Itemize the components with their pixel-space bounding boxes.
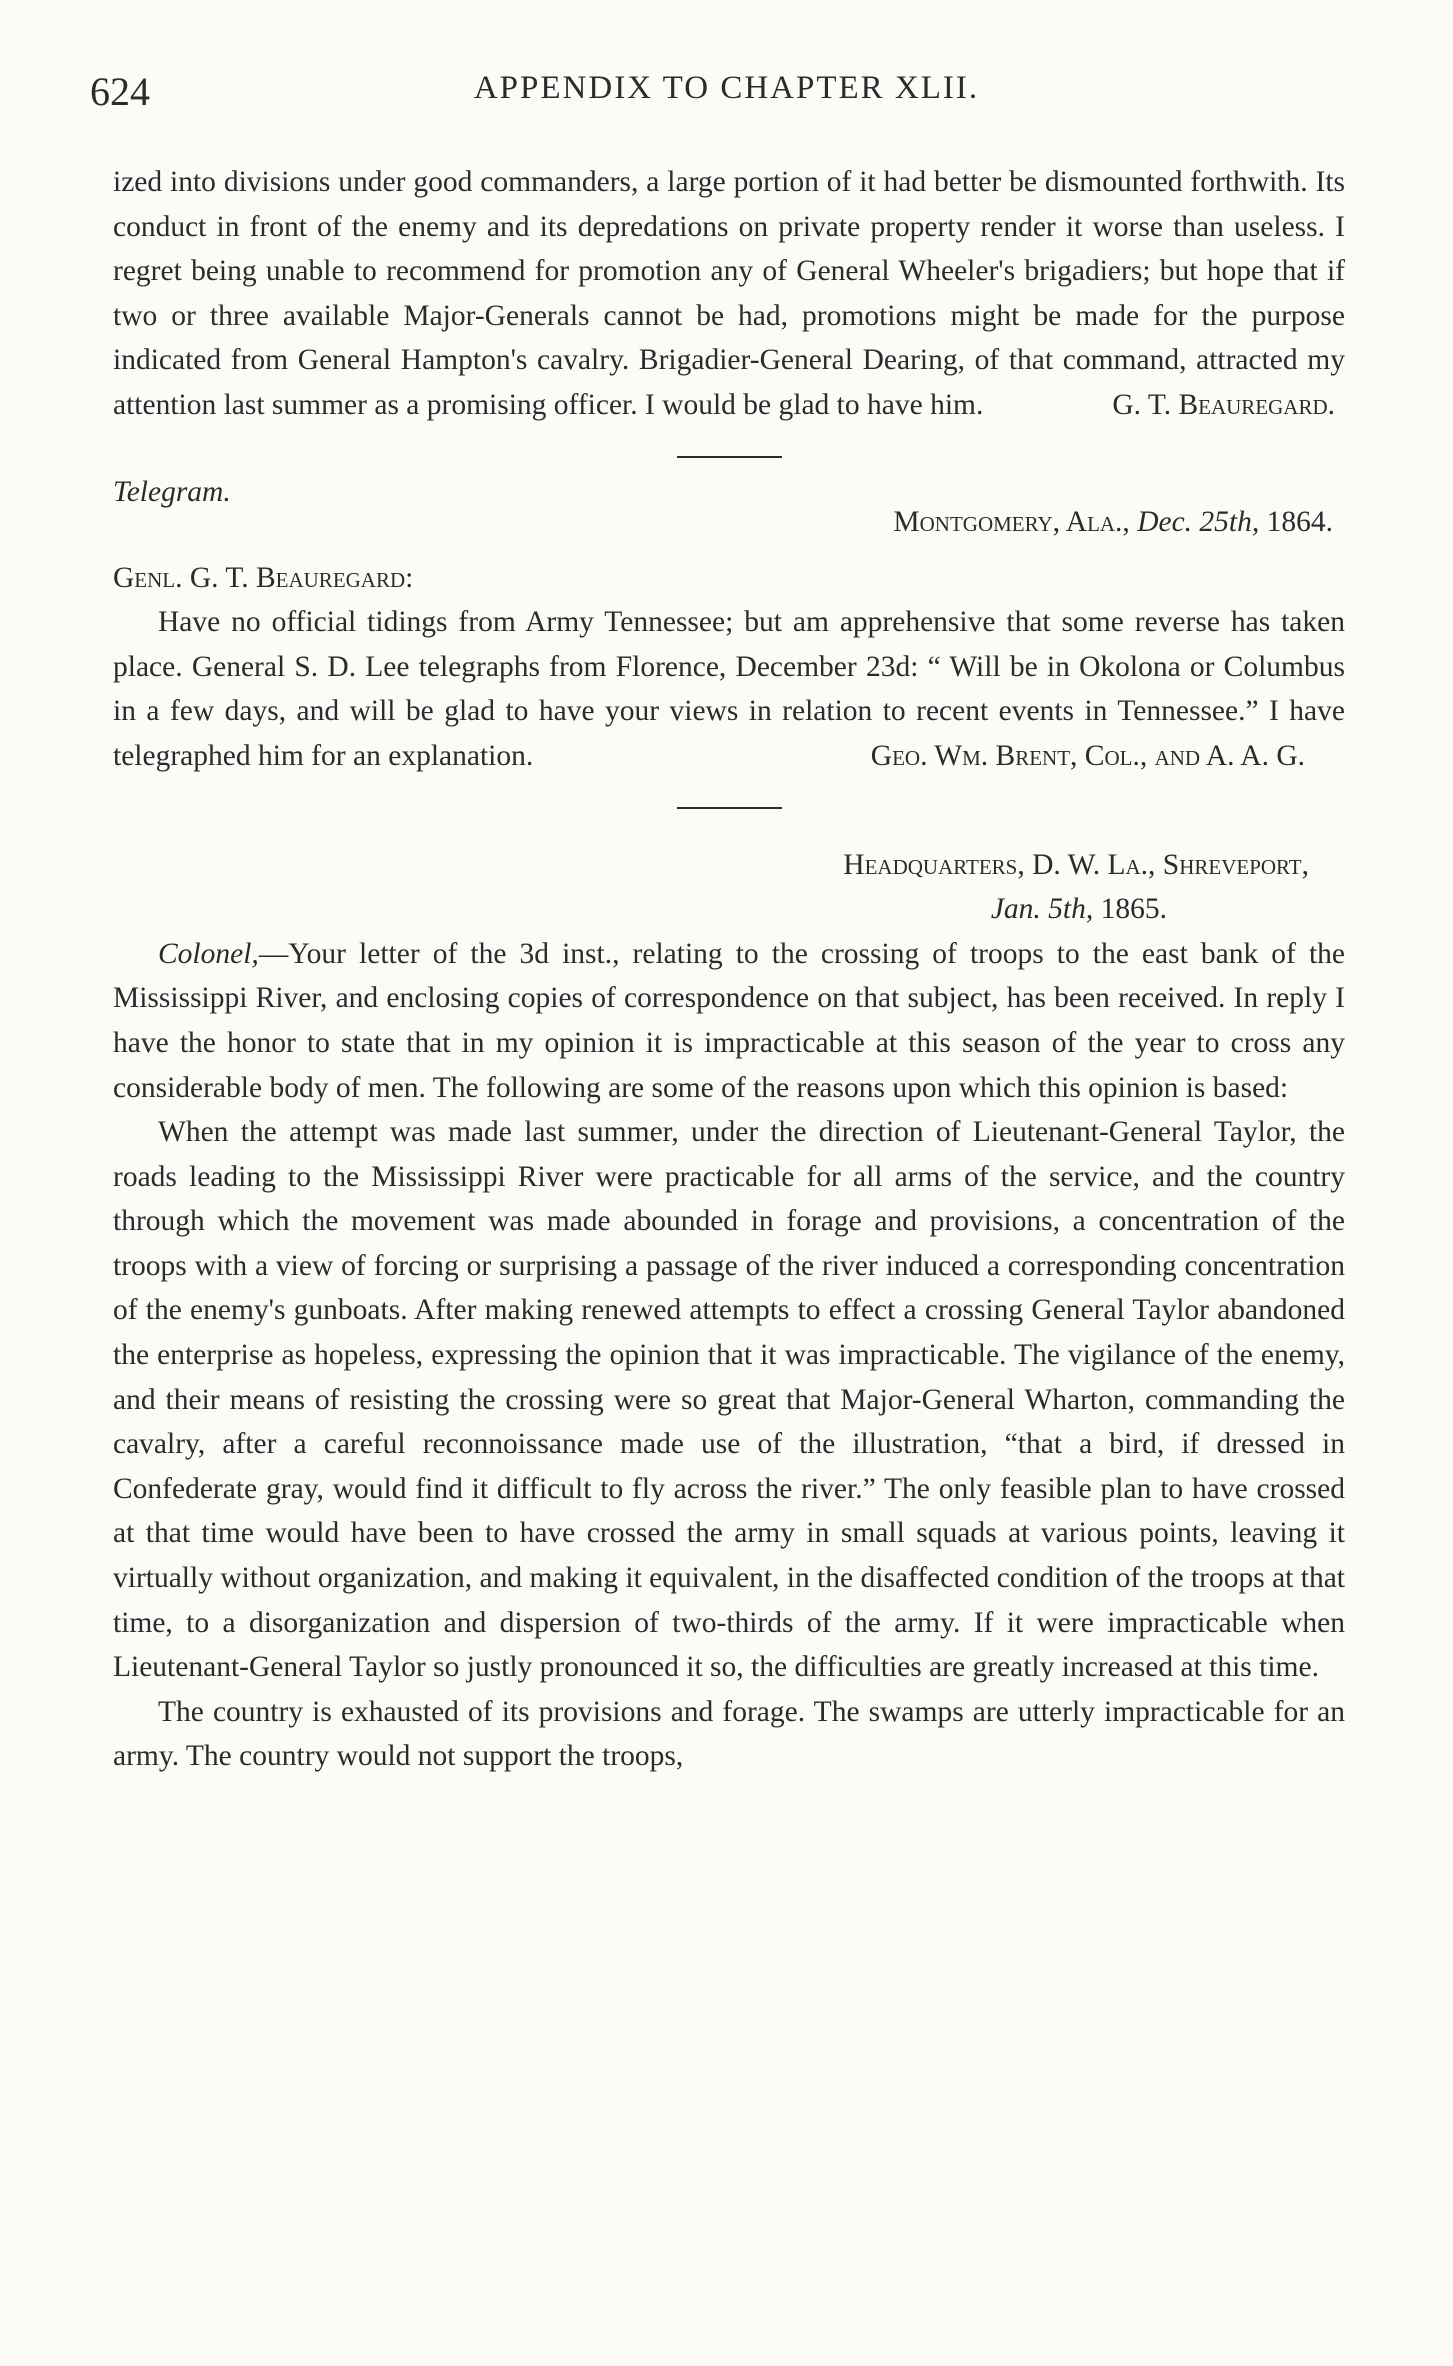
telegram-year: 1864. — [1266, 505, 1333, 538]
letter-para-3 — [113, 1690, 1345, 1779]
page-body — [113, 160, 1345, 1779]
letter-headquarters — [113, 843, 1345, 1779]
running-head: APPENDIX TO CHAPTER XLII. — [473, 70, 980, 106]
telegram-heading — [113, 470, 1345, 556]
para-3-text: The country is exhausted of its provisions and forage. The swamps are utterly impracticable for an army. The country would not support the troops, — [113, 1695, 1345, 1773]
signature: G. T. Beauregard. — [1112, 388, 1335, 421]
letter-body-text: ized into divisions under good commanders, a large portion of it had better be dismounted forthwith. Its conduct in front of the enemy and its depredations on private property render it worse than useless. I regret being unable to recommend for promotion any of General Wheeler's brigadiers; but hope that if two or three available Major-Generals cannot be had, promotions might be made for the purpose indicated from General Hampton's cavalry. Brigadier-General Dearing, of that command, attracted my attention last summer as a promising officer. I would be glad to have him. — [113, 166, 1345, 421]
page-number: 624 — [90, 69, 150, 114]
letter-para-1 — [113, 932, 1345, 1110]
salutation: Colonel, — [158, 937, 259, 970]
para-1-text: —Your letter of the 3d inst., relating to the crossing of troops to the east bank of the Mississippi River, and enclosing copies of correspondence on that subject, has been received. In reply I have the honor to state that in my opinion it is impracticable at this season of the year to cross any considerable body of men. The following are some of the reasons upon which this opinion is based: — [113, 937, 1345, 1104]
telegram-label: Telegram. — [113, 475, 231, 508]
letter-body — [113, 160, 1345, 428]
letter-dateline — [113, 887, 1345, 932]
telegram-signature: Geo. Wm. Brent, Col., and A. A. G. — [870, 739, 1305, 772]
telegram-body-text: Have no official tidings from Army Tennessee; but am apprehensive that some reverse has taken place. General S. D. Lee telegraphs from Florence, December 23d: “ Will be in Okolona or Columbus in a few days, and will be glad to have your views in relation to recent events in Tennessee.” I have telegraphed him for an explanation. — [113, 606, 1345, 772]
letter-year: 1865. — [1100, 893, 1167, 926]
letter-para-2 — [113, 1110, 1345, 1690]
section-divider — [677, 807, 782, 809]
telegram-place: Montgomery, Ala., — [893, 505, 1130, 538]
addressee-text: Genl. G. T. Beauregard: — [113, 561, 414, 594]
telegram-date: Dec. 25th, — [1137, 505, 1260, 538]
section-divider — [677, 456, 782, 458]
letter-beauregard — [113, 160, 1345, 428]
letter-place: Headquarters, D. W. La., Shreveport, — [843, 848, 1309, 881]
para-2-text: When the attempt was made last summer, under the direction of Lieutenant-General Taylor, the roads leading to the Mississippi River were practicable for all arms of the service, and the country through which the movement was made abounded in forage and provisions, a concentration of the troops with a view of forcing or surprising a passage of the river induced a corresponding concentration of the enemy's gunboats. After making renewed attempts to effect a crossing General Taylor abandoned the enterprise as hopeless, expressing the opinion that it was impracticable. The vigilance of the enemy, and their means of resisting the crossing were so great that Major-General Wharton, commanding the cavalry, after a careful reconnoissance made use of the illustration, “that a bird, if dressed in Confederate gray, would find it difficult to fly across the river.” The only feasible plan to have crossed at that time would have been to have crossed the army in small squads at various points, leaving it virtually without organization, and making it equivalent, in the disaffected condition of the troops at that time, to a disorganization and dispersion of two-thirds of the army. If it were impracticable when Lieutenant-General Taylor so justly pronounced it so, the difficulties are greatly increased at this time. — [113, 1116, 1345, 1684]
telegram-body — [113, 600, 1345, 778]
page-header — [0, 68, 1453, 128]
telegram-addressee — [113, 556, 1345, 601]
telegram-dateline — [893, 500, 1345, 545]
letter-date: Jan. 5th, — [990, 893, 1094, 926]
telegram — [113, 470, 1345, 779]
